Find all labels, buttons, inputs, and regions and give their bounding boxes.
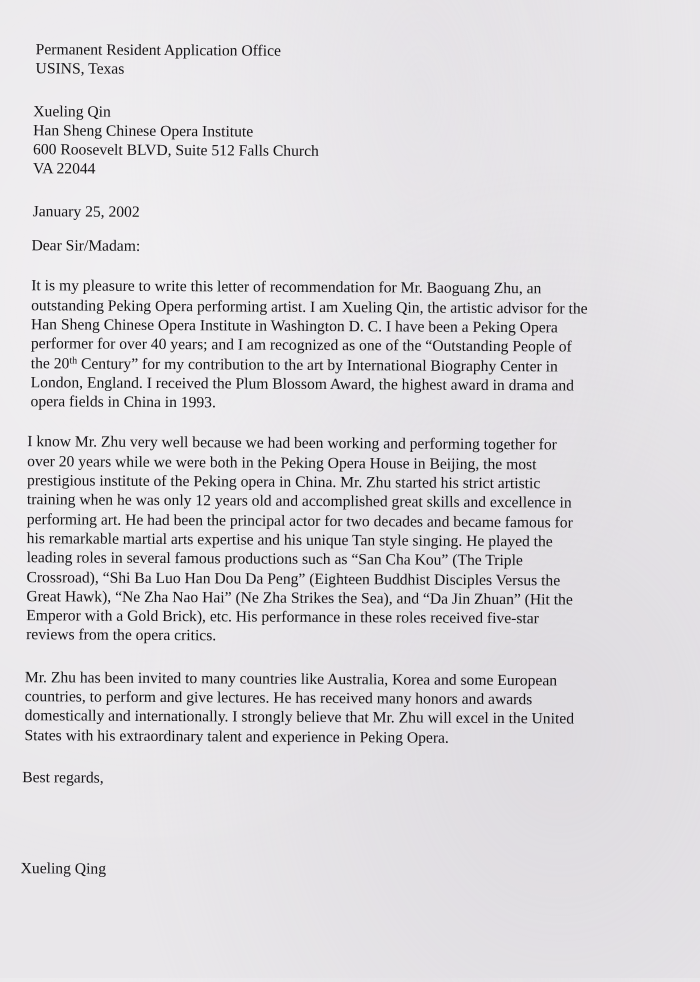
paragraph-line: Han Sheng Chinese Opera Institute in Washington D. C. I have been a Peking Opera	[30, 316, 558, 337]
paragraph-3	[24, 668, 665, 749]
paragraph-line: his remarkable martial arts expertise and his unique Tan style singing. He played the	[26, 530, 553, 551]
paragraph-1	[30, 277, 668, 416]
century-prefix: the 20	[30, 354, 70, 372]
paragraph-line: outstanding Peking Opera performing artist. I am Xueling Qin, the artistic advisor for the	[31, 296, 588, 318]
paragraph-line: over 20 years while we were both in the Peking Opera House in Beijing, the most	[27, 452, 537, 474]
closing: Best regards,	[22, 769, 104, 787]
paragraph-line: States with his extraordinary talent and experience in Peking Opera.	[24, 726, 449, 747]
sender-address-line-1: 600 Roosevelt BLVD, Suite 512 Falls Church	[33, 141, 319, 161]
paragraph-line: performer for over 40 years; and I am recognized as one of the “Outstanding People of	[30, 335, 572, 356]
paragraph-line: Mr. Zhu has been invited to many countries like Australia, Korea and some European	[24, 668, 558, 690]
letter-date: January 25, 2002	[32, 202, 140, 221]
paragraph-line: London, England. I received the Plum Blossom Award, the highest award in drama and	[30, 374, 575, 395]
paragraph-line: domestically and internationally. I strongly believe that Mr. Zhu will excel in the United	[24, 707, 575, 728]
paragraph-line: reviews from the opera critics.	[26, 626, 217, 645]
century-superscript: th	[69, 354, 78, 367]
signature-name: Xueling Qing	[20, 860, 107, 878]
recipient-line-1: Permanent Resident Application Office	[35, 41, 282, 60]
paragraph-line: It is my pleasure to write this letter of recommendation for Mr. Baoguang Zhu, an	[31, 277, 542, 298]
paragraph-line: training when he was only 12 years old and accomplished great skills and excellence in	[26, 491, 572, 512]
paragraph-line: Crossroad), “Shi Ba Luo Han Dou Da Peng” (Eighteen Buddhist Disciples Versus the	[26, 568, 561, 589]
paragraph-line: countries, to perform and give lectures. He has received many honors and awards	[24, 688, 533, 709]
sender-address-line-2: VA 22044	[32, 160, 96, 179]
century-suffix: Century” for my contribution to the art by International Biography Center in	[77, 355, 558, 375]
paragraph-2	[26, 433, 667, 649]
paragraph-line: Great Hawk), “Ne Zha Nao Hai” (Ne Zha Strikes the Sea), and “Da Jin Zhuan” (Hit the	[26, 588, 573, 609]
paragraph-line: opera fields in China in 1993.	[30, 393, 216, 412]
paragraph-line: I know Mr. Zhu very well because we had been working and performing together for	[27, 433, 557, 454]
paragraph-line: leading roles in several famous productions such as “San Cha Kou” (The Triple	[26, 549, 523, 570]
paragraph-line: Emperor with a Gold Brick), etc. His performance in these roles received five-star	[26, 607, 539, 628]
sender-organization: Han Sheng Chinese Opera Institute	[33, 122, 254, 141]
sender-address	[33, 102, 669, 183]
recipient-address	[36, 40, 670, 82]
sender-name: Xueling Qin	[33, 102, 111, 121]
recipient-line-2: USINS, Texas	[35, 60, 125, 79]
paragraph-line: prestigious institute of the Peking opera in China. Mr. Zhu started his strict artistic	[27, 472, 541, 493]
paragraph-line: performing art. He had been the principal actor for two decades and became famous for	[26, 510, 573, 532]
salutation: Dear Sir/Madam:	[31, 237, 141, 255]
